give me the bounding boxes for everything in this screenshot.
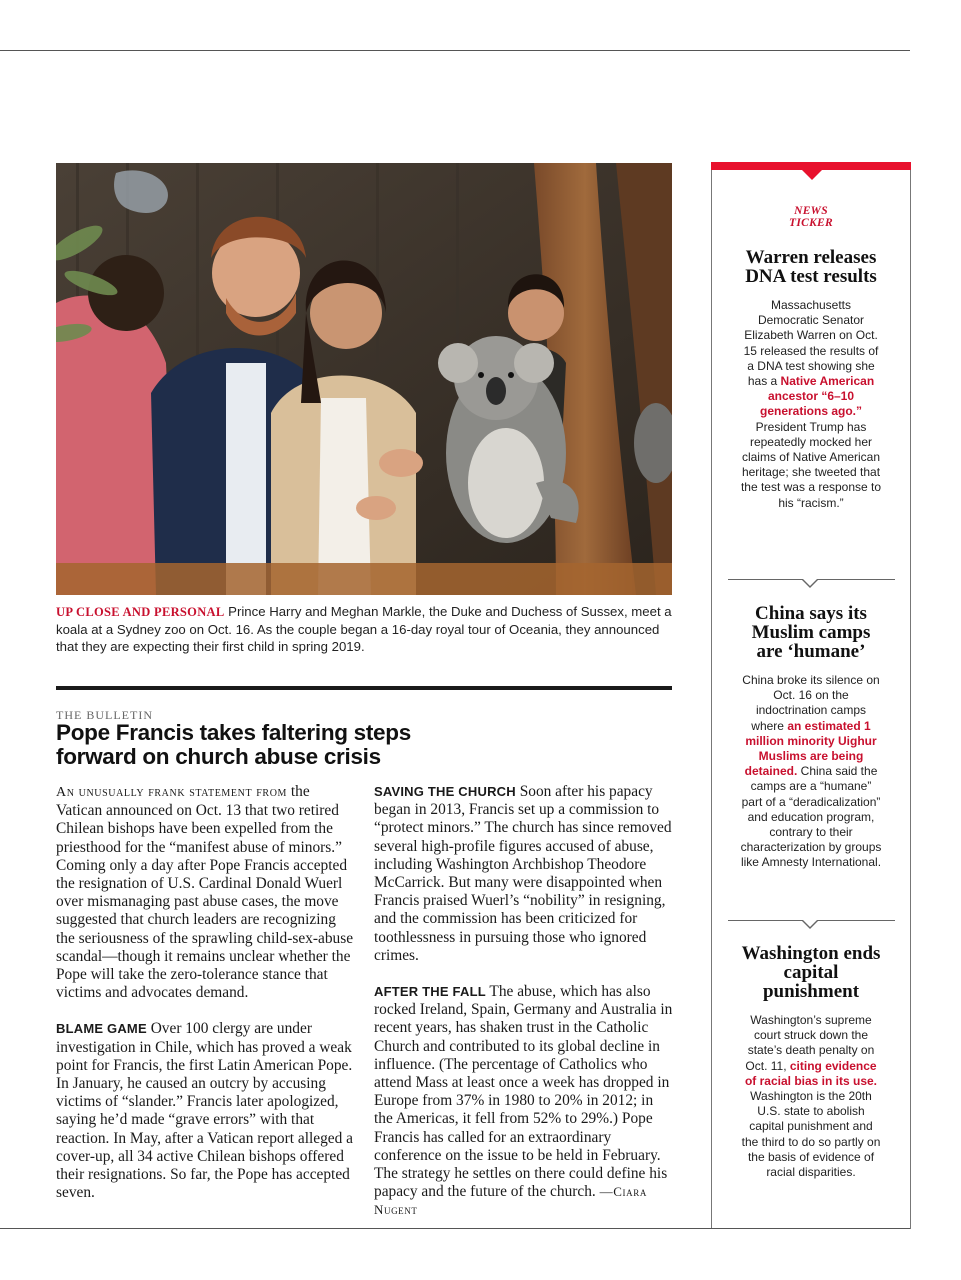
paragraph-blame-game-text: Over 100 clergy are under investigation in Chile, which has proved a weak point for Francis, the first Latin American Pope. In January, he caused an outcry by accusing victims of “slander.” Francis later apologized, saying he’d made “grave errors” with that reaction. In May, after a Vatican report alleged a cover-up, all 34 active Chilean bishops offered their resignations. So far, the Pope has accepted seven. [56, 1020, 353, 1202]
ticker-top-bar [711, 162, 911, 170]
subhead-saving-church: SAVING THE CHURCH [374, 784, 516, 799]
section-label: THE BULLETIN [56, 708, 153, 722]
lead-in: An unusually frank statement from [56, 785, 288, 800]
ticker-body [712, 298, 910, 511]
ticker-highlight: citing evidence of racial bias in its use. [744, 1058, 878, 1088]
article-column-right [374, 783, 674, 1238]
caption-kicker: UP CLOSE AND PERSONAL [56, 605, 225, 619]
ticker-body [712, 673, 910, 871]
paragraph-blame-game [56, 1020, 356, 1202]
article-column-left [56, 783, 356, 1220]
ticker-headline: China says its Muslim camps are ‘humane’ [751, 603, 871, 662]
caption-text: Prince Harry and Meghan Markle, the Duke and Duchess of Sussex, meet a koala at a Sydney zoo on Oct. 16. As the couple began a 16-day royal tour of Oceania, they announced that they are expecting their first child in spring 2019. [56, 604, 672, 654]
ticker-headline: Washington ends capital punishment [741, 943, 881, 1002]
ticker-body-text: China broke its silence on Oct. 16 on the indoctrination camps where [742, 673, 880, 733]
ticker-body-text: Washington is the 20th U.S. state to abolish capital punishment and the third to do so partly on the basis of evidence of racial disparities. [741, 1089, 881, 1180]
photo-caption [56, 603, 672, 655]
paragraph-intro-text: the Vatican announced on Oct. 13 that two retired Chilean bishops have been expelled from the priesthood for the “manifest abuse of minors.” Coming only a day after Pope Francis accepted the resignation of U.S. Cardinal Donald Wuerl over mismanaging past abuse cases, the move suggested that church leaders are recognizing the seriousness of the sprawling child-sex-abuse scandal—though it remains unclear whether the Pope will take the zero-tolerance stance that victims and advocates demand. [56, 783, 354, 1002]
paragraph-saving-church [374, 783, 674, 965]
paragraph-saving-church-text: Soon after his papacy began in 2013, Francis set up a commission to “protect minors.” The church has since removed several high-profile figures accused of abuse, including Washington Archbishop Theodore McCarrick. But many were disappointed when Francis praised Wuerl’s “nobility” in resigning, and the commission has been criticized for toothlessness in pursuing those who ignored crimes. [374, 783, 672, 964]
top-rule [0, 50, 910, 51]
byline: —Ciara Nugent [374, 1184, 647, 1218]
article-headline: Pope Francis takes faltering steps forward on church abuse crisis [56, 720, 411, 769]
ticker-body-text: President Trump has repeatedly mocked her claims of Native American heritage; she tweeted that the test was a response to his “racism.” [740, 419, 882, 510]
section-divider [56, 686, 672, 690]
subhead-after-fall: AFTER THE FALL [374, 984, 486, 1000]
ticker-item-china [712, 604, 910, 871]
ticker-body [712, 1013, 910, 1180]
paragraph-intro [56, 783, 356, 1002]
ticker-item-warren [712, 248, 910, 511]
ticker-body-text: Washington’s supreme court struck down the state’s death penalty on Oct. 11, [745, 1013, 875, 1073]
bottom-rule [0, 1228, 910, 1229]
ticker-divider-notch [802, 580, 818, 588]
ticker-highlight: an estimated 1 million minority Uighur Muslims are being detained. [744, 718, 877, 779]
subhead-blame-game: BLAME GAME [56, 1021, 147, 1037]
ticker-item-washington [712, 944, 910, 1180]
ticker-divider-notch [802, 921, 818, 929]
paragraph-after-fall-text: The abuse, which has also rocked Ireland, Spain, Germany and Australia in recent years, has shaken trust in the Catholic Church and contributed to its global decline in influence. (The percentage of Catholics who attend Mass at least once a week has dropped in Europe from 37% in 1980 to 20% in 2012; in the Americas, it fell from 52% to 29%.) Pope Francis has called for an extraordinary conference on the issue to be held in February. The strategy he settles on there could define his papacy and the future of the church. [374, 983, 673, 1201]
ticker-notch [802, 170, 822, 180]
ticker-label [712, 205, 910, 229]
ticker-body-text: Massachusetts Democratic Senator Elizabeth Warren on Oct. 15 released the results of a DNA test showing she has a [743, 298, 879, 389]
ticker-body-text: China said the camps are a “humane” part of a “deradicalization” and education program, contrary to their characterization by groups like Amnesty International. [740, 764, 882, 870]
news-ticker-sidebar [711, 162, 911, 1229]
paragraph-after-fall [374, 983, 674, 1220]
ticker-highlight: Native American ancestor “6–10 generations ago.” [759, 374, 875, 419]
koala-photo [56, 163, 672, 595]
ticker-label-text: NEWS TICKER [789, 205, 833, 229]
ticker-headline: Warren releases DNA test results [745, 247, 877, 287]
